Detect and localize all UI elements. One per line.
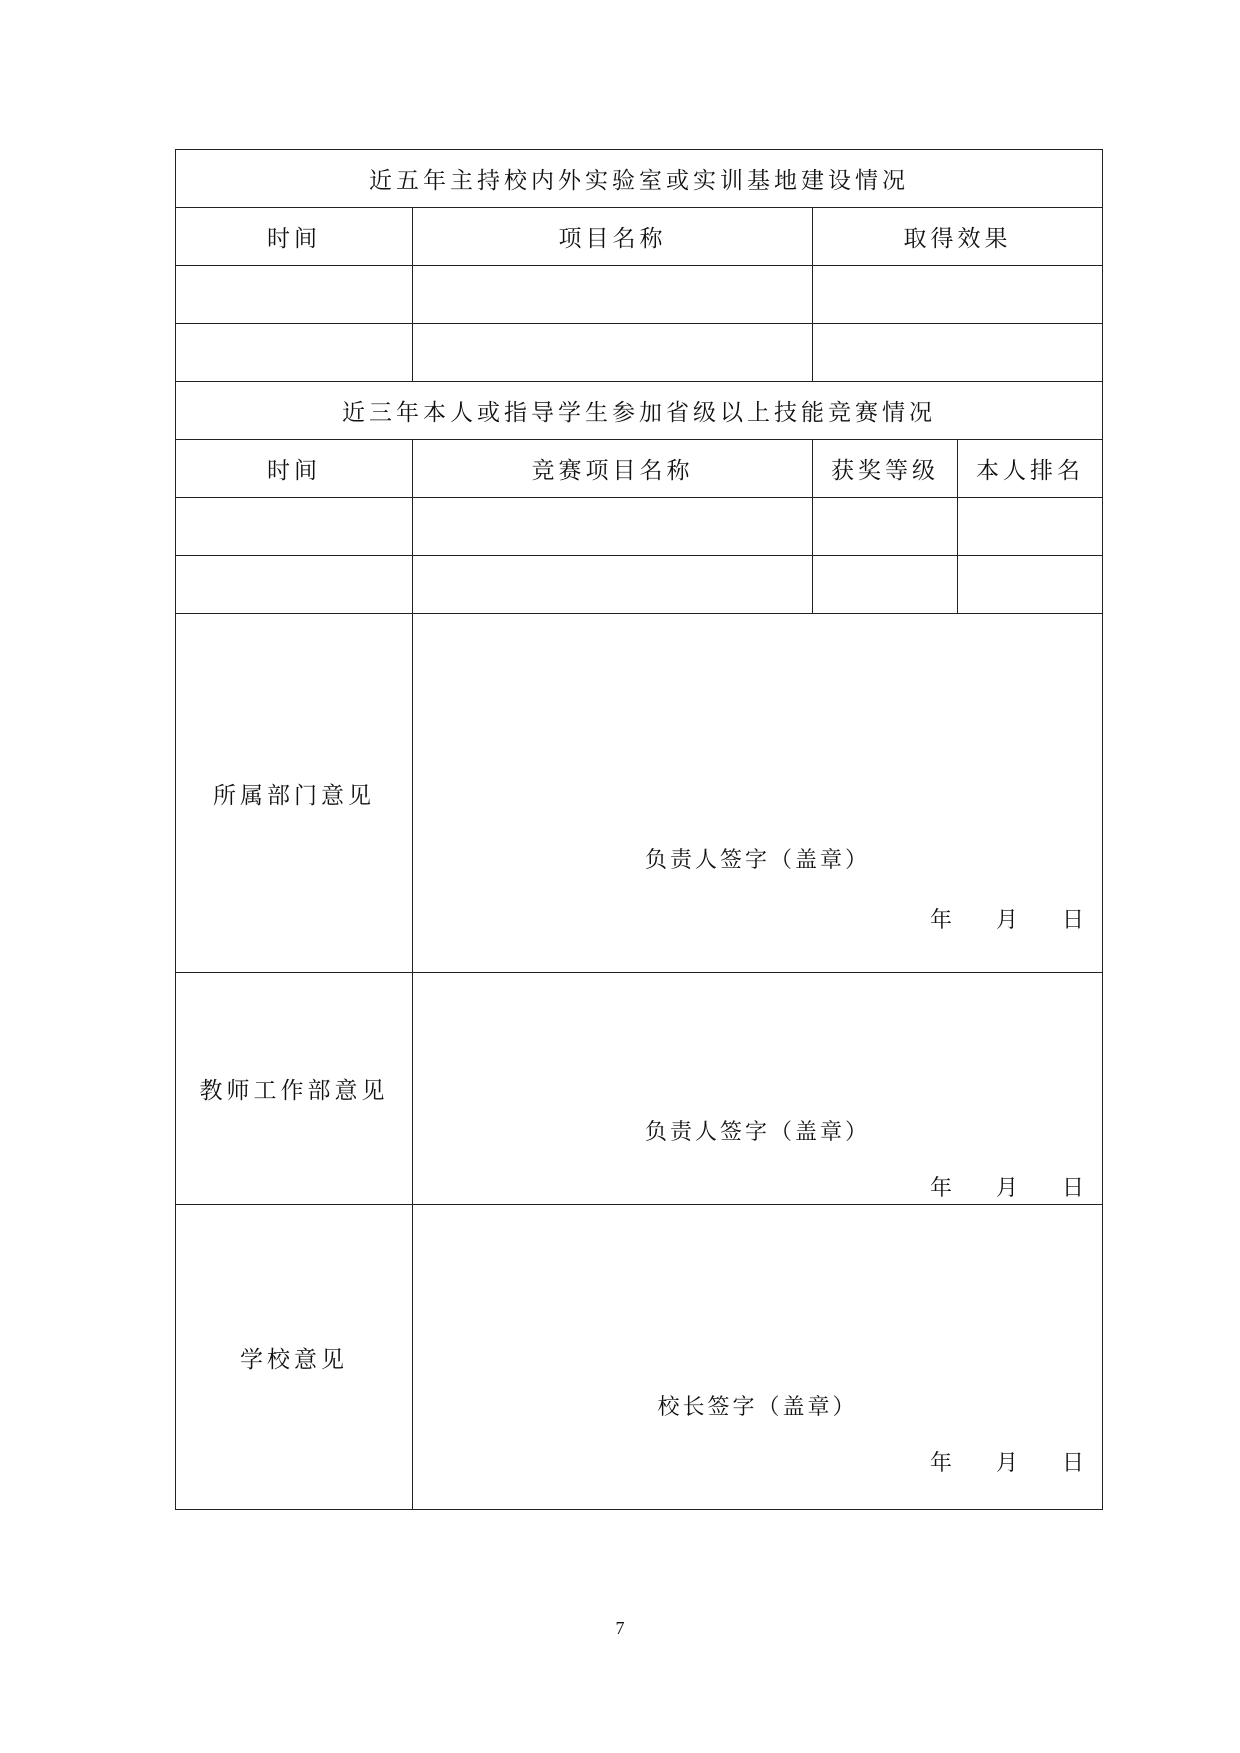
section2-header-time: 时间: [176, 440, 413, 498]
opinion-box-school[interactable]: [413, 1205, 1103, 1510]
section1-header-time: 时间: [176, 208, 413, 266]
signature-label: 负责人签字（盖章）: [644, 1120, 870, 1145]
section1-row: [176, 266, 1103, 324]
section2-title: 近三年本人或指导学生参加省级以上技能竞赛情况: [176, 382, 1103, 440]
section1-cell-result[interactable]: [813, 266, 1103, 324]
section2-header-competition: 竞赛项目名称: [413, 440, 813, 498]
date-line: [930, 903, 1088, 934]
opinion-label-teacher-work: 教师工作部意见: [176, 973, 413, 1205]
signature-label: 负责人签字（盖章）: [644, 848, 870, 873]
opinion-label-department: 所属部门意见: [176, 614, 413, 973]
page-number: 7: [615, 1618, 625, 1638]
section2-cell-award-level[interactable]: [813, 556, 958, 614]
section2-cell-competition[interactable]: [413, 498, 813, 556]
opinion-box-department[interactable]: [413, 614, 1103, 973]
opinion-label-school: 学校意见: [176, 1205, 413, 1510]
year-label: 年: [929, 1451, 956, 1476]
section2-header-award-level: 获奖等级: [813, 440, 958, 498]
opinion-row-teacher-work: [176, 973, 1103, 1205]
section1-cell-project[interactable]: [413, 266, 813, 324]
section2-row: [176, 498, 1103, 556]
section2-header-rank: 本人排名: [958, 440, 1103, 498]
section2-cell-time[interactable]: [176, 556, 413, 614]
date-line: [930, 1171, 1088, 1202]
month-label: 月: [995, 1451, 1022, 1476]
section2-row: [176, 556, 1103, 614]
year-label: 年: [929, 908, 956, 933]
section2-header-row: [176, 440, 1103, 498]
section1-header-project: 项目名称: [413, 208, 813, 266]
opinion-row-department: [176, 614, 1103, 973]
section2-cell-competition[interactable]: [413, 556, 813, 614]
section2-title-row: [176, 382, 1103, 440]
section1-header-result: 取得效果: [813, 208, 1103, 266]
date-line: [930, 1446, 1088, 1477]
day-label: 日: [1061, 908, 1088, 933]
signature-label: 校长签字（盖章）: [657, 1395, 858, 1420]
form-table: [175, 149, 1103, 1510]
section1-cell-result[interactable]: [813, 324, 1103, 382]
section2-cell-award-level[interactable]: [813, 498, 958, 556]
section1-cell-time[interactable]: [176, 266, 413, 324]
day-label: 日: [1061, 1176, 1088, 1201]
section2-cell-time[interactable]: [176, 498, 413, 556]
month-label: 月: [995, 908, 1022, 933]
year-label: 年: [929, 1176, 956, 1201]
section2-cell-rank[interactable]: [958, 556, 1103, 614]
opinion-box-teacher-work[interactable]: [413, 973, 1103, 1205]
section1-cell-project[interactable]: [413, 324, 813, 382]
section1-row: [176, 324, 1103, 382]
section1-cell-time[interactable]: [176, 324, 413, 382]
section2-cell-rank[interactable]: [958, 498, 1103, 556]
section1-header-row: [176, 208, 1103, 266]
section1-title: 近五年主持校内外实验室或实训基地建设情况: [176, 150, 1103, 208]
opinion-row-school: [176, 1205, 1103, 1510]
section1-title-row: [176, 150, 1103, 208]
day-label: 日: [1061, 1451, 1088, 1476]
month-label: 月: [995, 1176, 1022, 1201]
